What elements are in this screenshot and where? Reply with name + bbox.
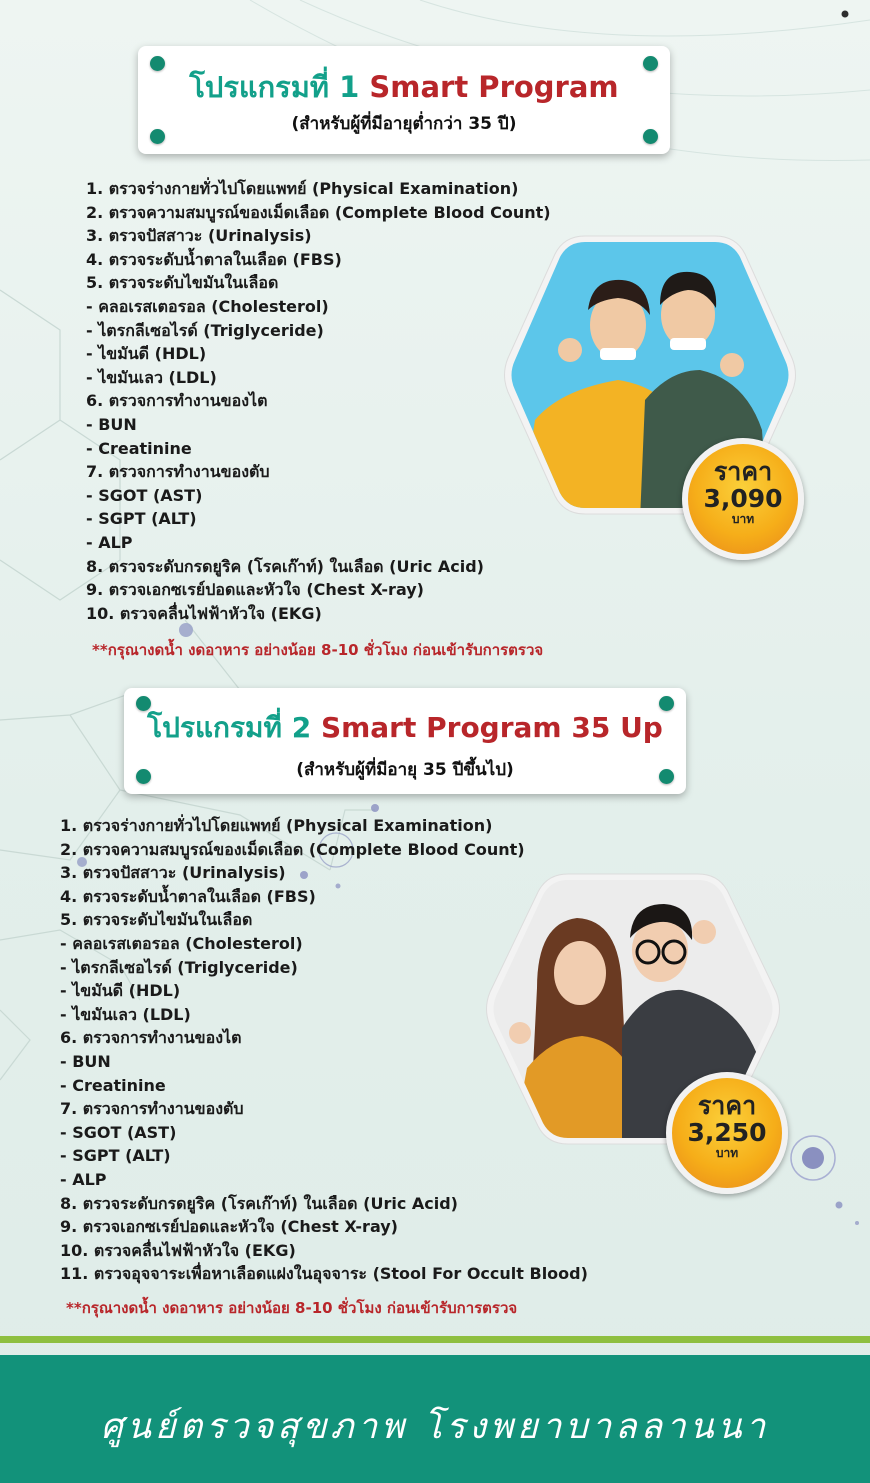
program2-title-en: Smart Program 35 Up: [320, 711, 663, 744]
program2-header-card: [124, 688, 686, 794]
checklist-item: - ไขมันเลว (LDL): [86, 367, 217, 387]
checklist-item: 2. ตรวจความสมบูรณ์ของเม็ดเลือด (Complete Blood Count): [86, 202, 551, 222]
program1-title-en: Smart Program: [369, 70, 619, 104]
checklist-item: 4. ตรวจระดับน้ำตาลในเลือด (FBS): [86, 249, 342, 269]
checklist-item: - ALP: [86, 532, 133, 552]
program1-subtitle: (สำหรับผู้ที่มีอายุต่ำกว่า 35 ปี): [291, 114, 517, 134]
checklist-item: 8. ตรวจระดับกรดยูริค (โรคเก๊าท์) ในเลือด (Uric Acid): [86, 556, 484, 576]
checklist-item: 10. ตรวจคลื่นไฟฟ้าหัวใจ (EKG): [86, 603, 322, 623]
checklist-item: - Creatinine: [86, 438, 192, 458]
checklist-item: 11. ตรวจอุจจาระเพื่อหาเลือดแฝงในอุจจาระ (Stool For Occult Blood): [60, 1264, 588, 1284]
program1-price-badge: [682, 438, 804, 560]
checklist-item: 9. ตรวจเอกซเรย์ปอดและหัวใจ (Chest X-ray): [60, 1217, 398, 1237]
price-currency: บาท: [731, 512, 755, 526]
footer-title: ศูนย์ตรวจสุขภาพ โรงพยาบาลลานนา: [100, 1407, 770, 1447]
price-value: 3,090: [703, 484, 783, 513]
checklist-item: - ALP: [60, 1169, 107, 1189]
program1-title: [138, 64, 670, 110]
checklist-item: 9. ตรวจเอกซเรย์ปอดและหัวใจ (Chest X-ray): [86, 580, 424, 600]
checklist-item: 3. ตรวจปัสสาวะ (Urinalysis): [86, 226, 312, 246]
checklist-item: 8. ตรวจระดับกรดยูริค (โรคเก๊าท์) ในเลือด (Uric Acid): [60, 1193, 458, 1213]
checklist-item: - BUN: [60, 1051, 111, 1071]
program1-fasting-note: **กรุณางดน้ำ งดอาหาร อย่างน้อย 8-10 ชั่วโมง ก่อนเข้ารับการตรวจ: [92, 641, 544, 659]
checklist-item: - Creatinine: [60, 1075, 166, 1095]
program1-title-th: โปรแกรมที่ 1: [189, 70, 360, 104]
program2-subtitle: (สำหรับผู้ที่มีอายุ 35 ปีขึ้นไป): [296, 760, 514, 780]
checklist-item: 7. ตรวจการทำงานของตับ: [60, 1099, 244, 1119]
price-label: ราคา: [713, 457, 773, 486]
program2-price-badge: [666, 1072, 788, 1194]
program1-checklist: [86, 177, 551, 625]
checklist-item: - คลอเรสเตอรอล (Cholesterol): [86, 296, 329, 316]
checklist-item: - ไขมันเลว (LDL): [60, 1004, 191, 1024]
program2-title: [124, 706, 686, 750]
checklist-item: - SGOT (AST): [86, 485, 203, 505]
checklist-item: - คลอเรสเตอรอล (Cholesterol): [60, 933, 303, 953]
checklist-item: - ไขมันดี (HDL): [86, 344, 207, 364]
checklist-item: - ไขมันดี (HDL): [60, 981, 181, 1001]
checklist-item: - ไตรกลีเซอไรด์ (Triglyceride): [86, 320, 324, 340]
checklist-item: 7. ตรวจการทำงานของตับ: [86, 462, 270, 482]
checklist-item: 6. ตรวจการทำงานของไต: [86, 391, 268, 411]
checklist-item: 5. ตรวจระดับไขมันในเลือด: [86, 273, 279, 293]
checklist-item: - BUN: [86, 414, 137, 434]
checklist-item: 10. ตรวจคลื่นไฟฟ้าหัวใจ (EKG): [60, 1240, 296, 1260]
program2-fasting-note: **กรุณางดน้ำ งดอาหาร อย่างน้อย 8-10 ชั่วโมง ก่อนเข้ารับการตรวจ: [66, 1299, 518, 1317]
checklist-item: 1. ตรวจร่างกายทั่วไปโดยแพทย์ (Physical Examination): [60, 816, 493, 835]
price-value: 3,250: [687, 1118, 767, 1147]
program2-title-th: โปรแกรมที่ 2: [147, 711, 312, 744]
checklist-item: 6. ตรวจการทำงานของไต: [60, 1028, 242, 1048]
footer-banner: [0, 1355, 870, 1483]
checklist-item: 4. ตรวจระดับน้ำตาลในเลือด (FBS): [60, 886, 316, 906]
program1-header-card: [138, 46, 670, 154]
checklist-item: - SGPT (ALT): [60, 1146, 171, 1166]
checklist-item: - ไตรกลีเซอไรด์ (Triglyceride): [60, 957, 298, 977]
checklist-item: 2. ตรวจความสมบูรณ์ของเม็ดเลือด (Complete Blood Count): [60, 839, 525, 859]
checklist-item: - SGOT (AST): [60, 1122, 177, 1142]
checklist-item: 1. ตรวจร่างกายทั่วไปโดยแพทย์ (Physical Examination): [86, 179, 519, 198]
price-currency: บาท: [715, 1146, 739, 1160]
checklist-item: 3. ตรวจปัสสาวะ (Urinalysis): [60, 863, 286, 883]
footer-green-stripe: [0, 1336, 870, 1343]
checklist-item: - SGPT (ALT): [86, 509, 197, 529]
checklist-item: 5. ตรวจระดับไขมันในเลือด: [60, 910, 253, 930]
price-label: ราคา: [697, 1091, 757, 1120]
